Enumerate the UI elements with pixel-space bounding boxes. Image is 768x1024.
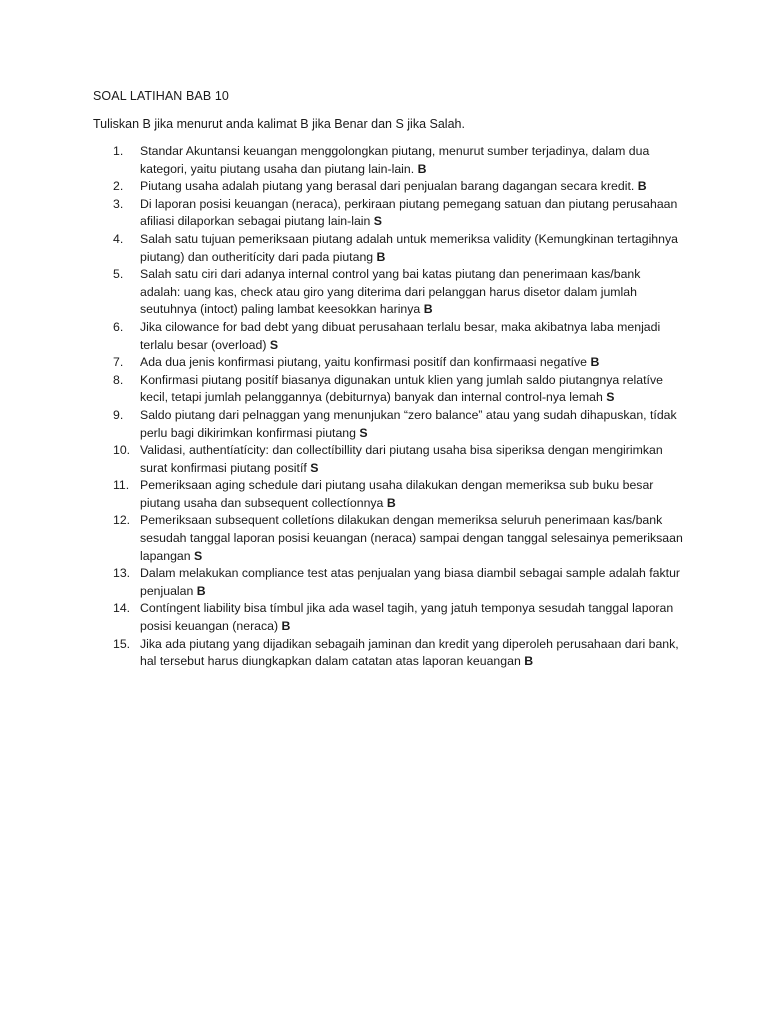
question-number: 13.: [113, 566, 131, 581]
question-text: Contíngent liability bisa tímbul jika ada wasel tagih, yang jatuh temponya sesudah tanggal laporan posisi keuangan (neraca): [140, 601, 674, 634]
question-item: [93, 407, 683, 442]
question-answer: B: [196, 583, 206, 598]
question-item: [93, 319, 683, 354]
question-item: [93, 196, 683, 231]
question-answer: S: [194, 548, 203, 563]
question-list: [93, 143, 683, 671]
question-number: 2.: [113, 179, 124, 194]
question-text: Konfirmasi piutang positíf biasanya digunakan untuk klien yang jumlah saldo piutangnya relatíve kecil, tetapi jumlah pelanggannya (debiturnya) banyak dan internal control-nya lemah: [140, 372, 663, 405]
question-number: 5.: [113, 267, 124, 282]
question-text: Validasi, authentíatícity: dan collectíbillity dari piutang usaha bisa siperiksa dengan mengirimkan surat konfirmasi piutang positíf: [140, 443, 663, 475]
question-item: [93, 636, 683, 671]
question-number: 15.: [113, 636, 131, 651]
question-number: 6.: [113, 319, 124, 334]
question-item: [93, 442, 683, 477]
question-text: Pemeriksaan aging schedule dari piutang usaha dilakukan dengan memeriksa sub buku besar piutang usaha dan subsequent collectíonnya: [140, 478, 654, 510]
question-number: 11.: [113, 478, 130, 493]
question-number: 14.: [113, 601, 131, 616]
question-answer: S: [269, 337, 279, 352]
question-item: [93, 477, 683, 512]
question-answer: B: [417, 161, 427, 176]
question-answer: S: [310, 460, 319, 475]
question-answer: B: [423, 302, 433, 317]
question-item: [93, 178, 683, 196]
question-answer: B: [637, 179, 647, 194]
question-text: Salah satu ciri dari adanya internal control yang bai katas piutang dan penerimaan kas/bank adalah: uang kas, check atau giro yang diterima dari pelanggan harus disetor dalam jumlah seutuhnya (intoct) paling lambat keesokkan harinya: [140, 267, 641, 317]
question-number: 9.: [113, 407, 124, 422]
question-answer: B: [386, 495, 396, 510]
question-item: [93, 354, 683, 372]
question-text: Saldo piutang dari pelnaggan yang menunjukan “zero balance” atau yang sudah dihapuskan, tídak perlu bagi dikirimkan konfirmasi piutang: [140, 407, 677, 440]
question-answer: B: [281, 619, 291, 634]
question-item: [93, 512, 683, 565]
question-text: Di laporan posisi keuangan (neraca), perkiraan piutang pemegang satuan dan piutang perusahaan afiliasi dilaporkan sebagai piutang lain-lain: [140, 196, 678, 229]
question-number: 12.: [113, 513, 131, 528]
question-number: 7.: [113, 355, 124, 370]
question-number: 4.: [113, 231, 124, 246]
document-title: SOAL LATIHAN BAB 10: [93, 89, 229, 103]
question-number: 3.: [113, 196, 124, 211]
question-answer: S: [373, 214, 382, 229]
question-number: 10.: [113, 443, 131, 458]
question-item: [93, 372, 683, 407]
question-item: [93, 231, 683, 266]
question-number: 1.: [113, 144, 124, 158]
question-text: Pemeriksaan subsequent colletíons dilakukan dengan memeriksa seluruh penerimaan kas/bank sesudah tanggal laporan posisi keuangan (neraca) sampai dengan tanggal selesainya pemeriksaan lapangan: [140, 513, 683, 563]
question-answer: S: [359, 425, 368, 440]
question-answer: B: [524, 654, 534, 669]
question-text: Jika cilowance for bad debt yang dibuat perusahaan terlalu besar, maka akibatnya laba menjadi terlalu besar (overload): [140, 319, 661, 352]
question-item: [93, 600, 683, 635]
question-item: [93, 143, 683, 178]
question-text: Dalam melakukan compliance test atas penjualan yang biasa diambil sebagai sample adalah faktur penjualan: [140, 566, 681, 598]
question-answer: S: [606, 390, 615, 405]
question-text: Standar Akuntansi keuangan menggolongkan piutang, menurut sumber terjadinya, dalam dua kategori, yaitu piutang usaha dan piutang lain-lain.: [140, 144, 650, 176]
question-item: [93, 565, 683, 600]
question-text: Jika ada piutang yang dijadikan sebagaih jaminan dan kredit yang diperoleh perusahaan dari bank, hal tersebut harus diungkapkan dalam catatan atas laporan keuangan: [140, 636, 679, 669]
question-answer: B: [590, 355, 600, 370]
document-instruction: Tuliskan B jika menurut anda kalimat B jika Benar dan S jika Salah.: [93, 117, 465, 131]
question-number: 8.: [113, 372, 124, 387]
question-text: Salah satu tujuan pemeriksaan piutang adalah untuk memeriksa validity (Kemungkinan tertagihnya piutang) dan outheritícity dari pada piutang: [140, 231, 678, 264]
question-text: Piutang usaha adalah piutang yang berasal dari penjualan barang dagangan secara kredit.: [140, 179, 635, 194]
question-answer: B: [376, 249, 386, 264]
question-item: [93, 266, 683, 319]
question-text: Ada dua jenis konfirmasi piutang, yaitu konfirmasi positíf dan konfirmaasi negatíve: [140, 355, 588, 370]
